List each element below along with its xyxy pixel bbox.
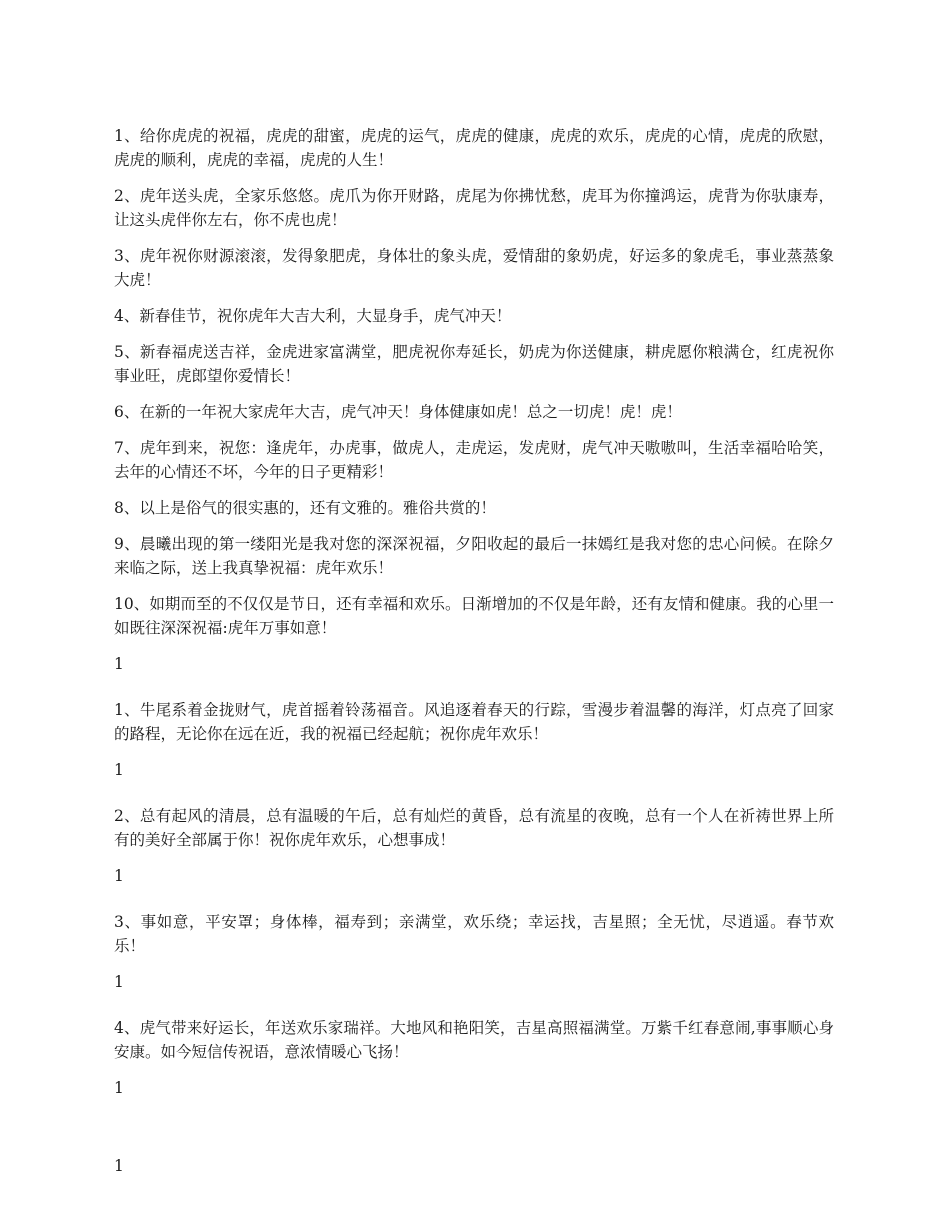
paragraph-5: 5、新春福虎送吉祥，金虎进家富满堂，肥虎祝你寿延长，奶虎为你送健康，耕虎愿你粮满仓，红虎祝你事业旺，虎郎望你爱情长！ bbox=[114, 343, 834, 385]
page-marker: 1 bbox=[114, 655, 124, 673]
paragraph-7: 7、虎年到来，祝您：逢虎年，办虎事，做虎人，走虎运，发虎财，虎气冲天嗷嗷叫，生活幸福哈哈笑，去年的心情还不坏，今年的日子更精彩！ bbox=[114, 439, 834, 481]
paragraph-14: 4、虎气带来好运长，年送欢乐家瑞祥。大地风和艳阳笑，吉星高照福满堂。万紫千红春意闹,事事顺心身安康。如今短信传祝语，意浓情暖心飞扬！ bbox=[114, 1019, 834, 1061]
page-marker: 1 bbox=[114, 1157, 124, 1175]
paragraph-1: 1、给你虎虎的祝福，虎虎的甜蜜，虎虎的运气，虎虎的健康，虎虎的欢乐，虎虎的心情，虎虎的欣慰，虎虎的顺利，虎虎的幸福，虎虎的人生！ bbox=[114, 127, 834, 169]
paragraph-9: 9、晨曦出现的第一缕阳光是我对您的深深祝福，夕阳收起的最后一抹嫣红是我对您的忠心问候。在除夕来临之际，送上我真挚祝福：虎年欢乐！ bbox=[114, 535, 834, 577]
page-marker: 1 bbox=[114, 761, 124, 779]
page-marker: 1 bbox=[114, 973, 124, 991]
document-body bbox=[114, 124, 834, 1200]
paragraph-6: 6、在新的一年祝大家虎年大吉，虎气冲天！身体健康如虎！总之一切虎！虎！虎！ bbox=[114, 403, 682, 421]
paragraph-2: 2、虎年送头虎，全家乐悠悠。虎爪为你开财路，虎尾为你拂忧愁，虎耳为你撞鸿运，虎背为你驮康寿，让这头虎伴你左右，你不虎也虎！ bbox=[114, 187, 834, 229]
paragraph-11: 1、牛尾系着金拢财气，虎首摇着铃荡福音。风追逐着春天的行踪，雪漫步着温馨的海洋，灯点亮了回家的路程，无论你在远在近，我的祝福已经起航；祝你虎年欢乐！ bbox=[114, 701, 834, 743]
page-marker: 1 bbox=[114, 867, 124, 885]
paragraph-4: 4、新春佳节，祝你虎年大吉大利，大显身手，虎气冲天！ bbox=[114, 307, 512, 325]
paragraph-10: 10、如期而至的不仅仅是节日，还有幸福和欢乐。日渐增加的不仅是年龄，还有友情和健康。我的心里一如既往深深祝福:虎年万事如意！ bbox=[114, 595, 834, 637]
paragraph-8: 8、以上是俗气的很实惠的，还有文雅的。雅俗共赏的！ bbox=[114, 499, 496, 517]
paragraph-12: 2、总有起风的清晨，总有温暖的午后，总有灿烂的黄昏，总有流星的夜晚，总有一个人在祈祷世界上所有的美好全部属于你！祝你虎年欢乐，心想事成！ bbox=[114, 807, 834, 849]
paragraph-13: 3、事如意，平安罩；身体棒，福寿到；亲满堂，欢乐绕；幸运找，吉星照；全无忧，尽逍遥。春节欢乐！ bbox=[114, 913, 834, 955]
paragraph-3: 3、虎年祝你财源滚滚，发得象肥虎，身体壮的象头虎，爱情甜的象奶虎，好运多的象虎毛，事业蒸蒸象大虎！ bbox=[114, 247, 834, 289]
page-marker: 1 bbox=[114, 1079, 124, 1097]
